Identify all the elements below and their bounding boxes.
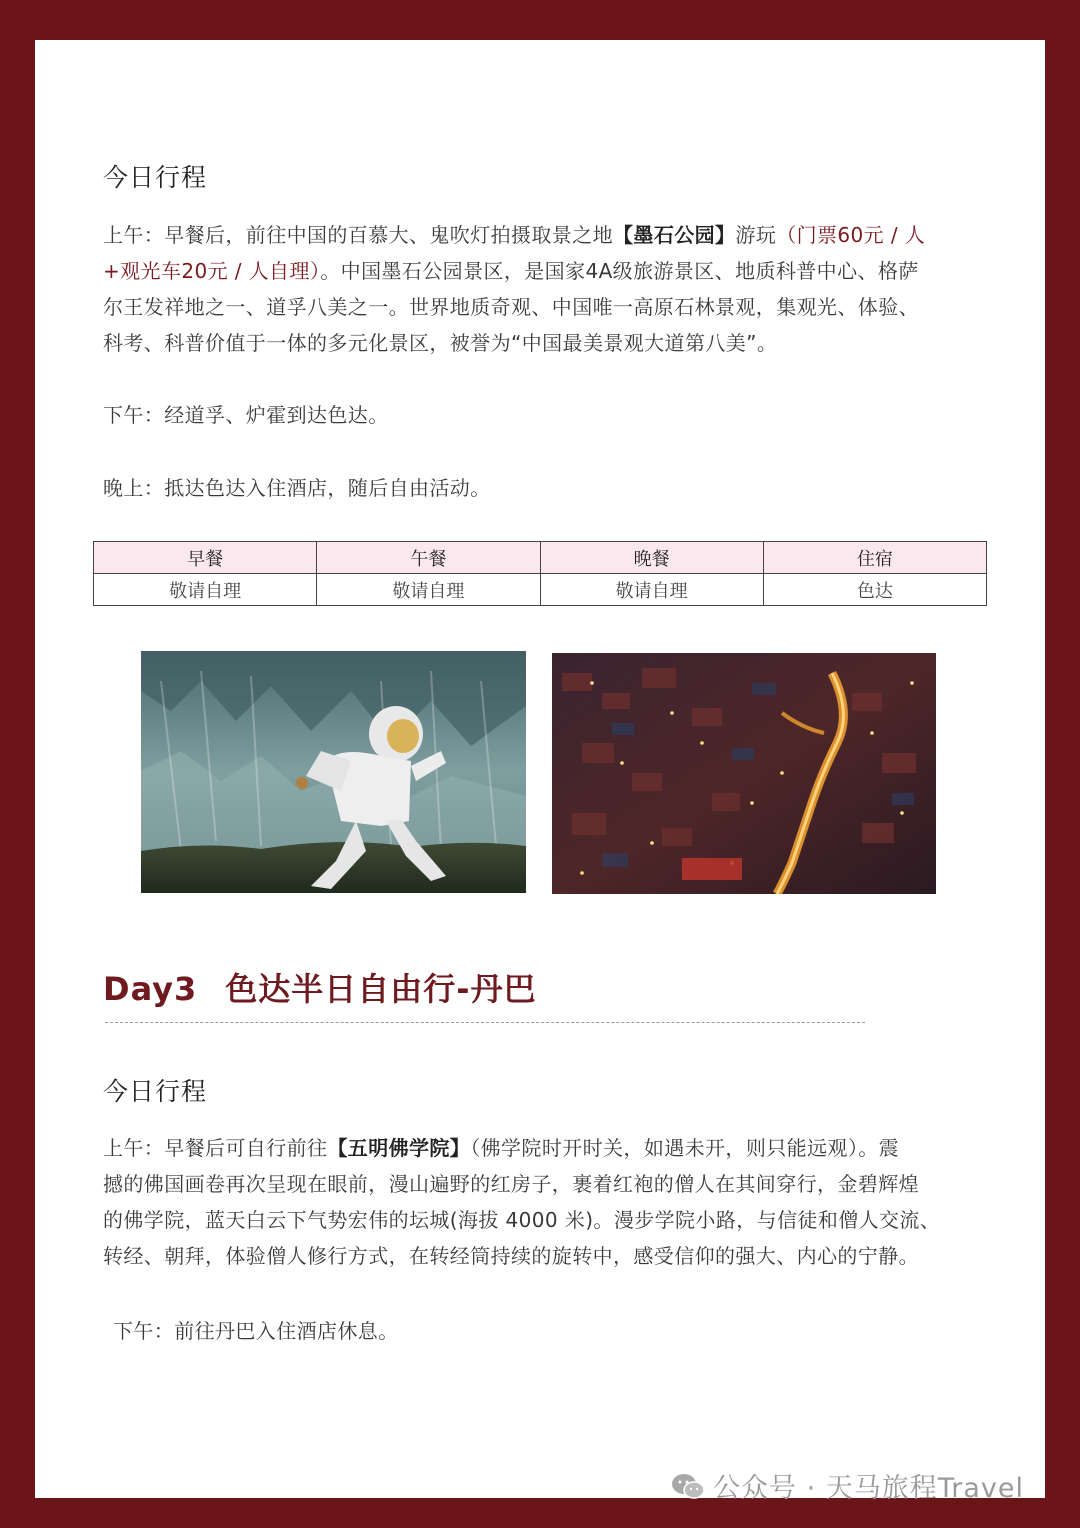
morning-label: 上午： xyxy=(103,223,165,247)
seda-image xyxy=(552,653,936,894)
day3-itinerary-heading: 今日行程 xyxy=(103,1077,208,1106)
photo-seda-night xyxy=(552,653,936,894)
day3-morning-paragraph xyxy=(103,1130,1003,1274)
morning-line-4: 科考、科普价值于一体的多元化景区，被誉为“中国最美景观大道第八美”。 xyxy=(103,331,778,355)
photo-astronaut xyxy=(141,651,526,893)
ticket-price-2: +观光车20元 / 人自理） xyxy=(103,259,321,283)
morning-line-2-rest: 。中国墨石公园景区，是国家4A级旅游景区、地质科普中心、格萨 xyxy=(320,259,919,283)
value-dinner: 敬请自理 xyxy=(540,574,763,606)
day3-morning-text: 早餐后可自行前往 xyxy=(164,1136,328,1160)
meals-value-row xyxy=(94,574,987,606)
meals-table xyxy=(93,541,987,606)
day3-morning-label: 上午： xyxy=(103,1136,165,1160)
meals-header-row xyxy=(94,542,987,574)
day3-afternoon-text: 下午：前往丹巴入住酒店休息。 xyxy=(113,1319,399,1343)
day3-route: 色达半日自由行-丹巴 xyxy=(225,970,537,1008)
header-lodging: 住宿 xyxy=(763,542,986,574)
header-dinner: 晚餐 xyxy=(540,542,763,574)
afternoon-text: 下午：经道孚、炉霍到达色达。 xyxy=(103,403,389,427)
morning-line-1 xyxy=(103,217,1003,253)
day3-morning-line-1 xyxy=(103,1130,1003,1166)
day3-label: Day3 xyxy=(103,970,198,1008)
watermark xyxy=(671,1466,1024,1505)
value-lodging: 色达 xyxy=(763,574,986,606)
day3-morning-line-4: 转经、朝拜，体验僧人修行方式，在转经筒持续的旋转中，感受信仰的强大、内心的宁静。 xyxy=(103,1244,919,1268)
morning-text: 早餐后，前往中国的百慕大、鬼吹灯拍摄取景之地 xyxy=(164,223,614,247)
day3-title xyxy=(103,964,537,1010)
day3-morning-line-3: 的佛学院，蓝天白云下气势宏伟的坛城(海拔 4000 米)。漫步学院小路，与信徒和僧人交流、 xyxy=(103,1208,941,1232)
day3-morning-line-2: 撼的佛国画卷再次呈现在眼前，漫山遍野的红房子，裹着红袍的僧人在其间穿行，金碧辉煌 xyxy=(103,1172,919,1196)
itinerary-heading: 今日行程 xyxy=(103,163,208,192)
astronaut-image xyxy=(141,651,526,893)
watermark-text: 公众号 · 天马旅程Travel xyxy=(713,1473,1025,1504)
value-lunch: 敬请自理 xyxy=(317,574,540,606)
header-breakfast: 早餐 xyxy=(94,542,317,574)
place-wuming-academy: 【五明佛学院】 xyxy=(327,1136,471,1160)
page xyxy=(35,40,1045,1504)
header-lunch: 午餐 xyxy=(317,542,540,574)
evening-text: 晚上：抵达色达入住酒店，随后自由活动。 xyxy=(103,476,491,500)
value-breakfast: 敬请自理 xyxy=(94,574,317,606)
morning-line-3: 尔王发祥地之一、道孚八美之一。世界地质奇观、中国唯一高原石林景观，集观光、体验、 xyxy=(103,295,919,319)
morning-paragraph xyxy=(103,217,1003,361)
morning-line-2 xyxy=(103,253,1003,289)
day3-divider xyxy=(105,1022,865,1023)
ticket-price-1: （门票60元 / 人 xyxy=(776,223,926,247)
place-moshi-park: 【墨石公园】 xyxy=(613,223,736,247)
morning-verb: 游玩 xyxy=(735,223,777,247)
day3-morning-line-1-rest: （佛学院时开时关，如遇未开，则只能远观）。震 xyxy=(470,1136,900,1160)
wechat-icon xyxy=(671,1472,705,1500)
